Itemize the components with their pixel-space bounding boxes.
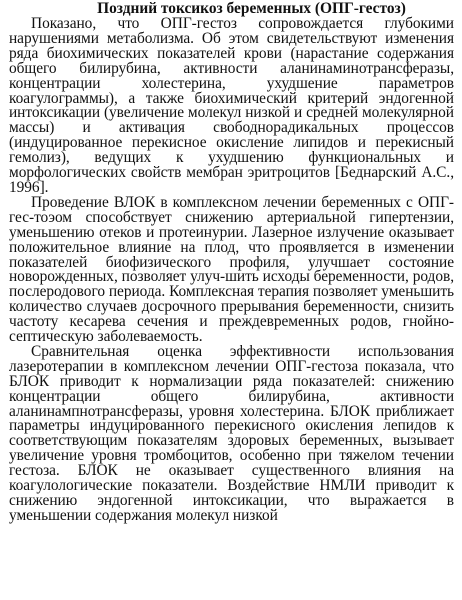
section-title: Поздний токсикоз беременных (ОПГ-гестоз) [97,0,406,17]
paragraph-3: Сравнительная оценка эффективности использования лазеротерапии в комплексном лечении ОПГ-гестоза показала, что БЛОК приводит к нормализации ряда показателей: снижению концентрации общего билирубина, активности аланинампнотрансферазы, уровня холестерина. БЛОК приближает параметры индуцированного перекисного окисления лепидов к соответствующим показателям здоровых беременных, вызывает увеличение уровня тромбоцитов, особенно при тяжелом течении гестоза. БЛОК не оказывает существенного влияния на коагулологические показатели. Воздействие НМЛИ приводит к снижению эндогенной интоксикации, что выражается в уменьшении содержания молекул низкой [9,342,454,524]
paragraph-2: Проведение ВЛОК в комплексном лечении беременных с ОПГ-гес-тоэом способствует снижению артериальной гипертензии, уменьшению отеков и протеинурии. Лазерное излучение оказывает положительное влияние на плод, что проявляется в изменении показателей биофизического профиля, улучшает состояние новорожденных, позволяет улуч-шить исходы беременности, родов, послеродового периода. Комплексная терапия позволяет уменьшить количество случаев досрочного прерывания беременности, снизить частоту кесарева сечения и преждевременных родов, гнойно-септическую заболеваемость. [9,193,454,346]
paragraph-1: Показано, что ОПГ-гестоз сопровождается глубокими нарушениями метаболизма. Об этом свидетельствуют изменения ряда биохимических показателей крови (нарастание содержания общего билирубина, активности аланинаминотрансферазы, концентрации холестерина, ухудшение параметров коагулограммы), а также биохимический критерий эндогенной интоксикации (увеличение молекул низкой и средней молекулярной массы) и активация свободнорадикальных процессов (индуцированное перекисное окисление липидов и перекисный гемолиз), ведущих к ухудшению функциональных и морфологических свойств мембран эритроцитов [Беднарский А.С., 1996]. [9,15,454,196]
